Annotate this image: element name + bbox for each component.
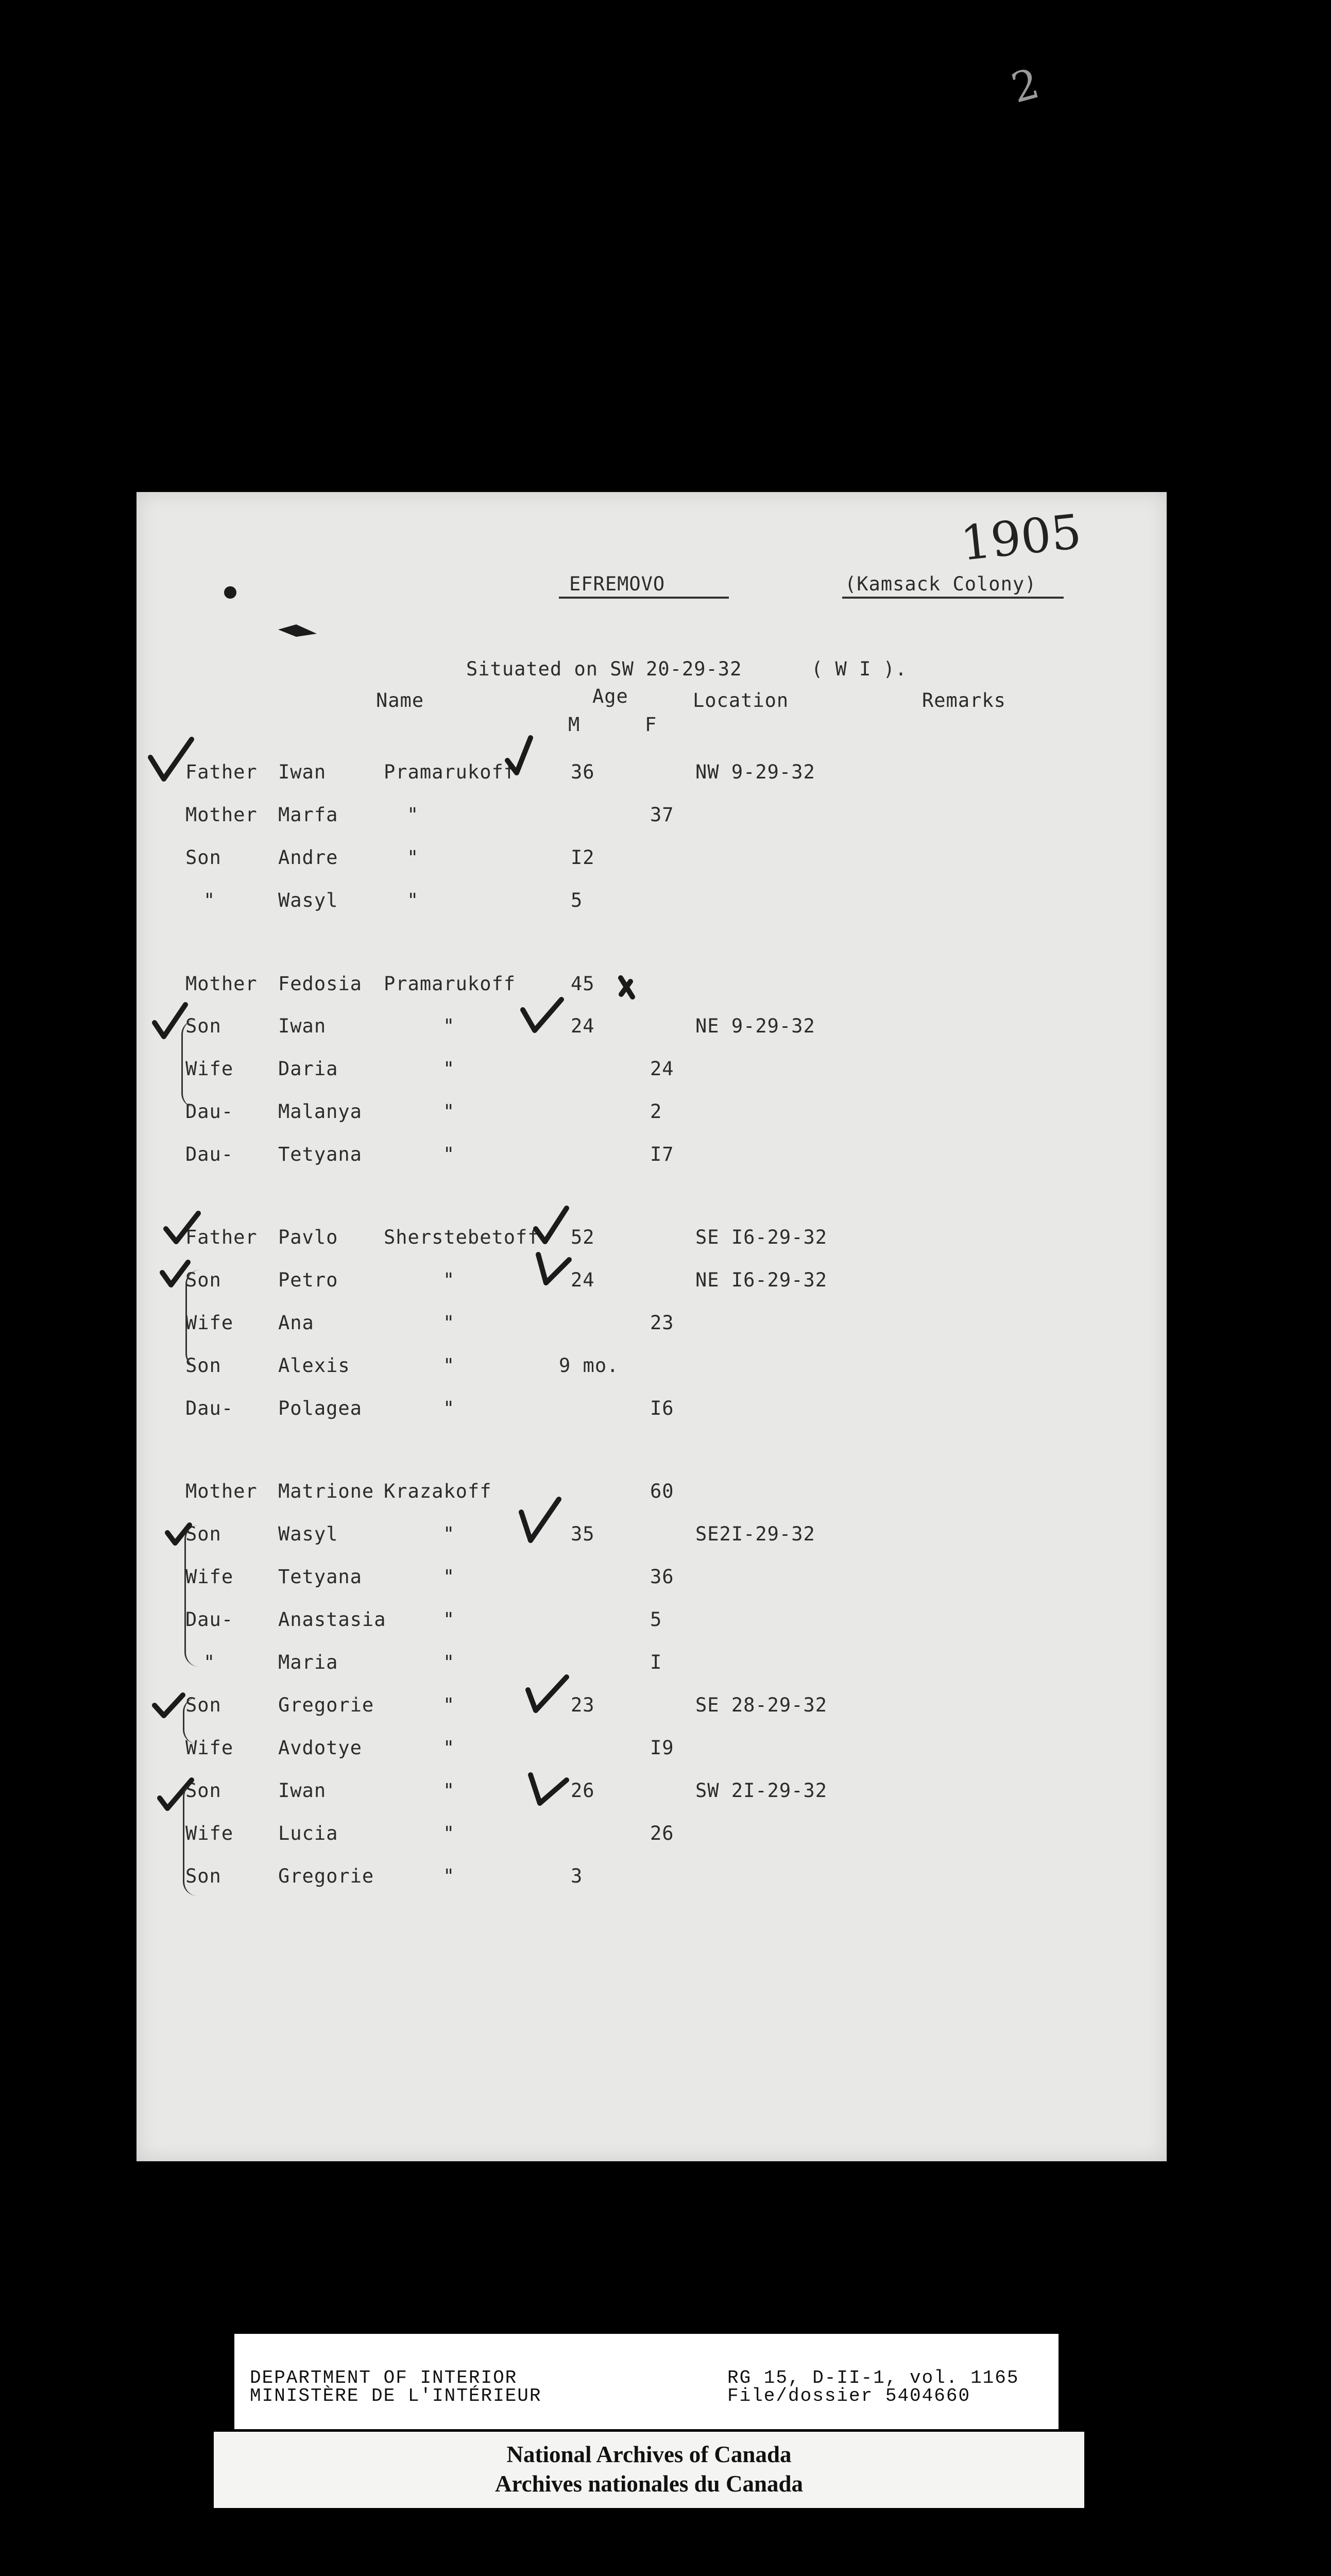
ink-dot <box>224 586 236 599</box>
row-relation: Wife <box>185 1566 234 1588</box>
row-first-name: Tetyana <box>278 1566 362 1588</box>
col-header-remarks: Remarks <box>922 689 1006 711</box>
row-relation: Son <box>185 1865 221 1887</box>
row-relation: Wife <box>185 1737 234 1759</box>
check-icon <box>155 1005 185 1037</box>
row-first-name: Ana <box>278 1312 314 1334</box>
row-relation: Father <box>185 1226 258 1248</box>
row-location: NE 9-29-32 <box>695 1015 815 1037</box>
row-relation: " <box>203 889 216 911</box>
row-age-f: 60 <box>650 1480 674 1502</box>
row-relation: Wife <box>185 1058 234 1080</box>
row-age-m: 3 <box>571 1865 583 1887</box>
check-icon <box>528 1677 567 1710</box>
row-surname: " <box>443 1566 455 1588</box>
row-relation: Wife <box>185 1312 234 1334</box>
row-age-m: 45 <box>571 973 595 995</box>
row-first-name: Gregorie <box>278 1865 374 1887</box>
row-relation: Father <box>185 761 258 783</box>
file-number: File/dossier 5404660 <box>727 2385 971 2406</box>
row-surname: Sherstebetoff <box>384 1226 540 1248</box>
row-first-name: Anastasia <box>278 1608 386 1631</box>
col-header-f: F <box>645 714 657 736</box>
row-surname: " <box>443 1523 455 1545</box>
family-brace <box>184 1525 199 1667</box>
row-first-name: Maria <box>278 1651 338 1673</box>
row-location: NE I6-29-32 <box>695 1269 828 1291</box>
row-age-m: I2 <box>571 846 595 869</box>
row-location: SE2I-29-32 <box>695 1523 815 1545</box>
row-first-name: Marfa <box>278 804 338 826</box>
row-first-name: Iwan <box>278 1015 327 1037</box>
archives-name-fr: Archives nationales du Canada <box>494 2471 804 2497</box>
row-relation: Son <box>185 1269 221 1291</box>
row-relation: Son <box>185 1015 221 1037</box>
archives-banner <box>214 2432 1084 2508</box>
col-header-m: M <box>568 714 581 736</box>
dept-en: DEPARTMENT OF INTERIOR <box>250 2367 518 2388</box>
row-age-m: 24 <box>571 1269 595 1291</box>
row-age-m: 23 <box>571 1694 595 1716</box>
row-age-m: 26 <box>571 1780 595 1802</box>
meridian: ( W I ). <box>811 658 908 680</box>
family-brace <box>183 1698 197 1744</box>
row-relation: Son <box>185 846 221 869</box>
row-relation: Son <box>185 1523 221 1545</box>
row-first-name: Wasyl <box>278 1523 338 1545</box>
row-relation: Son <box>185 1780 221 1802</box>
row-first-name: Alexis <box>278 1354 350 1377</box>
row-first-name: Daria <box>278 1058 338 1080</box>
row-age-f: 23 <box>650 1312 674 1334</box>
row-relation: Son <box>185 1354 221 1377</box>
check-icon <box>166 1213 198 1242</box>
situated-line: Situated on SW 20-29-32 <box>466 658 742 680</box>
row-relation: Dau- <box>185 1100 234 1123</box>
row-surname: " <box>443 1865 455 1887</box>
row-location: SE 28-29-32 <box>695 1694 828 1716</box>
row-relation: Mother <box>185 1480 258 1502</box>
row-relation: Dau- <box>185 1397 234 1419</box>
row-surname: " <box>443 1100 455 1123</box>
row-surname: " <box>443 1780 455 1802</box>
row-age-m: 35 <box>571 1523 595 1545</box>
row-relation: " <box>203 1651 216 1673</box>
colony-title: (Kamsack Colony) <box>845 573 1037 595</box>
row-relation: Dau- <box>185 1143 234 1165</box>
dept-fr: MINISTÈRE DE L'INTÉRIEUR <box>250 2385 542 2406</box>
row-first-name: Wasyl <box>278 889 338 911</box>
row-surname: " <box>407 804 419 826</box>
family-brace <box>183 1783 197 1896</box>
col-header-age: Age <box>592 685 628 707</box>
row-first-name: Petro <box>278 1269 338 1291</box>
row-surname: " <box>443 1312 455 1334</box>
row-surname: " <box>443 1015 455 1037</box>
archive-reference: RG 15, D-II-1, vol. 1165 <box>727 2367 1019 2388</box>
row-surname: Pramarukoff <box>384 973 516 995</box>
row-surname: " <box>443 1269 455 1291</box>
row-first-name: Andre <box>278 846 338 869</box>
row-surname: " <box>443 1651 455 1673</box>
corner-mark: 2 <box>1006 59 1045 113</box>
row-surname: " <box>443 1143 455 1165</box>
row-relation: Dau- <box>185 1608 234 1631</box>
row-first-name: Lucia <box>278 1822 338 1844</box>
row-relation: Son <box>185 1694 221 1716</box>
col-header-location: Location <box>693 689 789 711</box>
row-age-m: 9 mo. <box>559 1354 619 1377</box>
row-surname: " <box>443 1058 455 1080</box>
check-icon <box>536 1208 567 1242</box>
family-brace <box>185 1270 200 1368</box>
row-location: NW 9-29-32 <box>695 761 815 783</box>
row-relation: Mother <box>185 804 258 826</box>
col-header-name: Name <box>376 689 424 711</box>
row-age-f: 24 <box>650 1058 674 1080</box>
row-surname: " <box>443 1608 455 1631</box>
check-icon <box>538 1255 569 1283</box>
row-age-f: 37 <box>650 804 674 826</box>
row-age-m: 5 <box>571 889 583 911</box>
row-first-name: Matrione <box>278 1480 374 1502</box>
check-icon <box>531 1775 567 1803</box>
check-icon <box>162 1262 188 1285</box>
check-icon <box>523 999 561 1030</box>
row-first-name: Iwan <box>278 761 327 783</box>
check-icon <box>155 1695 183 1716</box>
row-age-f: 2 <box>650 1100 662 1123</box>
row-surname: " <box>443 1354 455 1377</box>
ink-scribble <box>278 624 317 637</box>
row-first-name: Tetyana <box>278 1143 362 1165</box>
row-age-m: 24 <box>571 1015 595 1037</box>
row-age-f: 26 <box>650 1822 674 1844</box>
row-first-name: Fedosia <box>278 973 362 995</box>
row-age-m: 36 <box>571 761 595 783</box>
row-age-m: 52 <box>571 1226 595 1248</box>
row-surname: " <box>407 846 419 869</box>
reference-label <box>234 2334 1059 2429</box>
row-age-f: I6 <box>650 1397 674 1419</box>
row-age-f: I <box>650 1651 662 1673</box>
row-age-f: 36 <box>650 1566 674 1588</box>
row-first-name: Malanya <box>278 1100 362 1123</box>
row-first-name: Avdotye <box>278 1737 362 1759</box>
year-annotation: 1905 <box>958 504 1084 571</box>
row-relation: Wife <box>185 1822 234 1844</box>
check-icon <box>150 739 192 779</box>
row-surname: " <box>443 1397 455 1419</box>
row-first-name: Pavlo <box>278 1226 338 1248</box>
row-age-f: 5 <box>650 1608 662 1631</box>
village-title: EFREMOVO <box>569 573 665 595</box>
archives-name-en: National Archives of Canada <box>506 2442 792 2467</box>
row-surname: " <box>407 889 419 911</box>
row-location: SE I6-29-32 <box>695 1226 828 1248</box>
row-age-f: I9 <box>650 1737 674 1759</box>
row-surname: " <box>443 1822 455 1844</box>
row-location: SW 2I-29-32 <box>695 1780 828 1802</box>
row-first-name: Iwan <box>278 1780 327 1802</box>
row-first-name: Gregorie <box>278 1694 374 1716</box>
row-surname: Pramarukoff <box>384 761 516 783</box>
row-first-name: Polagea <box>278 1397 362 1419</box>
row-surname: " <box>443 1694 455 1716</box>
check-icon <box>521 1499 559 1540</box>
row-relation: Mother <box>185 973 258 995</box>
row-surname: Krazakoff <box>384 1480 492 1502</box>
row-age-f: I7 <box>650 1143 674 1165</box>
check-icon <box>507 738 531 773</box>
family-brace <box>181 1020 196 1108</box>
row-surname: " <box>443 1737 455 1759</box>
